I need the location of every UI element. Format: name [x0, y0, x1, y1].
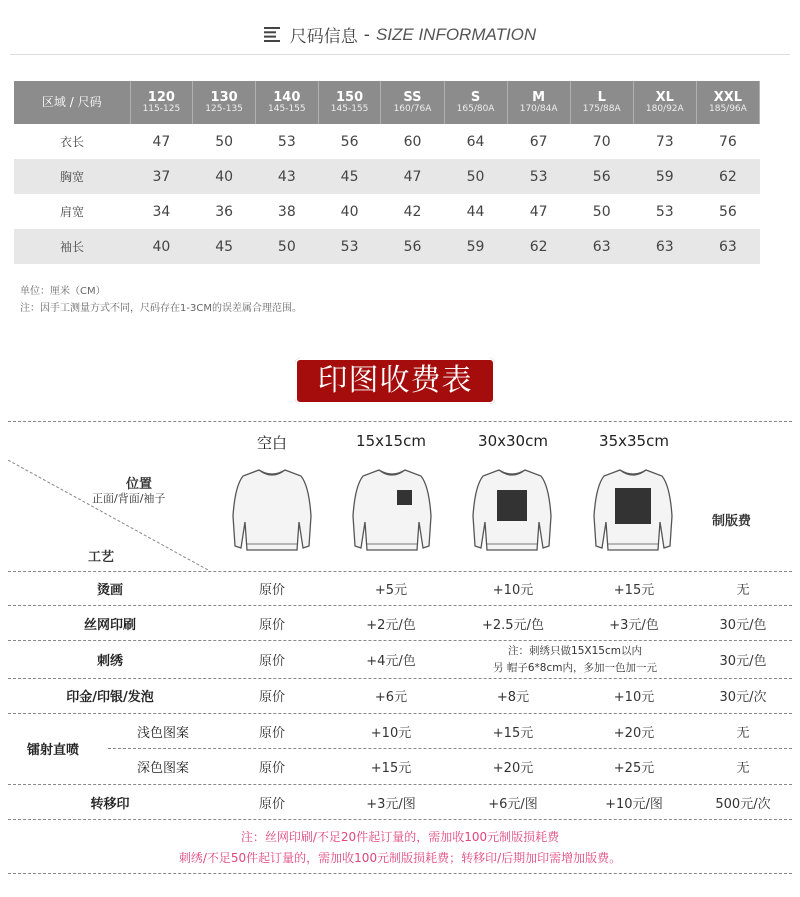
size-label: 150: [336, 89, 364, 105]
size-cell: 36: [193, 194, 256, 229]
cell-blank: 原价: [258, 726, 285, 741]
size-cell: 59: [633, 159, 696, 194]
size-range: 145-155: [330, 103, 369, 114]
cell-blank: 原价: [258, 761, 285, 776]
divider: [8, 571, 792, 572]
sweater-15-image: [351, 466, 433, 558]
cell-15: +6元: [374, 690, 408, 705]
cell-blank: 原价: [258, 583, 285, 598]
size-cell: 40: [193, 159, 256, 194]
size-cell: 50: [255, 229, 318, 264]
cell-35: +10元: [613, 690, 655, 705]
size-cell: 45: [193, 229, 256, 264]
plate-fee-header: 制版费: [712, 514, 752, 529]
size-cell: 73: [633, 124, 696, 159]
size-title-sep: -: [363, 24, 370, 45]
cell-35: +3元/色: [609, 618, 659, 633]
cell-blank: 原价: [258, 654, 285, 669]
size-col-7: [570, 81, 633, 124]
cell-30: +20元: [492, 761, 534, 776]
size-range: 125-135: [205, 103, 243, 114]
size-cell: 62: [507, 229, 570, 264]
size-cell: 56: [318, 124, 381, 159]
corner-label: 区域 / 尺码: [14, 81, 130, 124]
size-cell: 56: [570, 159, 633, 194]
size-cell: 42: [381, 194, 444, 229]
size-cell: 67: [507, 124, 570, 159]
size-col-1: [193, 81, 256, 124]
col-header-15: 15x15cm: [356, 432, 426, 450]
cell-30: +15元: [492, 726, 534, 741]
size-label: 130: [210, 89, 238, 105]
size-cell: 64: [444, 124, 507, 159]
cell-blank: 原价: [258, 618, 285, 633]
size-row-label: 袖长: [14, 229, 130, 264]
size-cell: 56: [381, 229, 444, 264]
size-cell: 47: [507, 194, 570, 229]
sweater-30-image: [471, 466, 553, 558]
size-col-2: [255, 81, 318, 124]
size-row: [14, 194, 760, 229]
size-range: 115-125: [142, 103, 181, 114]
size-row-label: 衣长: [14, 124, 130, 159]
title-divider: [10, 54, 790, 55]
footer-note-1: 注：丝网印刷/不足20件起订量的，需加收100元制版损耗费: [240, 830, 560, 844]
size-cell: 53: [255, 124, 318, 159]
size-cell: 76: [696, 124, 759, 159]
divider: [8, 605, 792, 606]
cell-plate: 500元/次: [715, 797, 771, 812]
cell-15: +4元/色: [366, 654, 416, 669]
size-row-label: 肩宽: [14, 194, 130, 229]
cell-15: +10元: [370, 726, 412, 741]
size-col-8: [633, 81, 696, 124]
size-label: L: [597, 89, 606, 105]
size-label: M: [532, 89, 546, 105]
size-range: 175/88A: [582, 103, 621, 114]
size-label: XXL: [713, 89, 743, 105]
size-col-5: [444, 81, 507, 124]
size-col-3: [318, 81, 381, 124]
size-table: [14, 81, 760, 264]
row-label: 烫画: [96, 583, 123, 598]
size-title: [0, 22, 800, 47]
cell-plate: 无: [736, 761, 750, 776]
sweater-35-image: [592, 466, 674, 558]
tolerance-note: 注：因手工测量方式不同，尺码存在1-3CM的误差属合理范围。: [20, 303, 302, 314]
size-col-6: [507, 81, 570, 124]
divider: [108, 748, 792, 749]
cell-35: +25元: [613, 761, 655, 776]
list-icon: [264, 27, 280, 42]
cell-30: +2.5元/色: [482, 618, 544, 633]
cell-35: +20元: [613, 726, 655, 741]
size-col-4: [381, 81, 444, 124]
size-range: 180/92A: [645, 103, 684, 114]
size-col-0: [130, 81, 193, 124]
size-cell: 60: [381, 124, 444, 159]
sweater-blank-image: [231, 466, 313, 558]
size-cell: 62: [696, 159, 759, 194]
size-cell: 45: [318, 159, 381, 194]
cell-blank: 原价: [258, 797, 285, 812]
cell-15: +3元/图: [366, 797, 416, 812]
cell-30: +10元: [492, 583, 534, 598]
size-range: 165/80A: [456, 103, 495, 114]
cell-plate: 无: [736, 726, 750, 741]
row-label: 刺绣: [96, 654, 123, 669]
size-label: SS: [403, 89, 422, 105]
size-cell: 47: [381, 159, 444, 194]
row-label: 转移印: [90, 797, 130, 812]
row-label: 浅色图案: [136, 726, 189, 741]
size-cell: 53: [318, 229, 381, 264]
cell-plate: 无: [736, 583, 750, 598]
size-cell: 63: [570, 229, 633, 264]
size-cell: 63: [696, 229, 759, 264]
divider: [8, 713, 792, 714]
cell-plate: 30元/色: [719, 618, 767, 633]
col-header-35: 35x35cm: [599, 432, 669, 450]
size-label: 120: [147, 89, 175, 105]
size-cell: 59: [444, 229, 507, 264]
size-row: [14, 124, 760, 159]
footer-note-2: 刺绣/不足50件起订量的，需加收100元制版损耗费；转移印/后期加印需增加版费。: [178, 851, 622, 865]
size-cell: 63: [633, 229, 696, 264]
size-cell: 53: [507, 159, 570, 194]
cell-30: +8元: [496, 690, 530, 705]
size-cell: 56: [696, 194, 759, 229]
price-title: 印图收费表: [295, 358, 495, 404]
size-cell: 44: [444, 194, 507, 229]
size-cell: 43: [255, 159, 318, 194]
size-header-row: [14, 81, 760, 124]
cell-30: +6元/图: [488, 797, 538, 812]
size-range: 185/96A: [709, 103, 747, 114]
unit-note: 单位：厘米（CM）: [20, 286, 106, 297]
size-row: [14, 159, 760, 194]
size-col-9: [696, 81, 759, 124]
size-row-label: 胸宽: [14, 159, 130, 194]
divider: [8, 640, 792, 641]
divider: [8, 873, 792, 874]
cell-15: +5元: [374, 583, 408, 598]
size-range: 145-155: [268, 103, 306, 114]
size-label: 140: [273, 89, 301, 105]
size-cell: 34: [130, 194, 193, 229]
size-notes: [20, 283, 302, 317]
cell-15: +2元/色: [366, 618, 416, 633]
divider: [8, 784, 792, 785]
diagonal-position-label: 位置: [126, 477, 153, 492]
size-label: XL: [655, 89, 674, 105]
size-cell: 50: [193, 124, 256, 159]
col-header-blank: 空白: [256, 434, 287, 452]
diagonal-craft-label: 工艺: [88, 550, 115, 565]
size-title-en: SIZE INFORMATION: [375, 24, 537, 44]
divider: [8, 819, 792, 820]
cell-blank: 原价: [258, 690, 285, 705]
size-cell: 47: [130, 124, 193, 159]
size-cell: 38: [255, 194, 318, 229]
divider: [8, 678, 792, 679]
size-label: S: [470, 89, 481, 105]
embroidery-note-line1: 注：刺绣只做15X15cm以内: [508, 645, 642, 657]
row-label: 丝网印刷: [83, 618, 136, 633]
cell-15: +15元: [370, 761, 412, 776]
size-cell: 53: [633, 194, 696, 229]
size-cell: 50: [444, 159, 507, 194]
size-cell: 40: [130, 229, 193, 264]
size-cell: 70: [570, 124, 633, 159]
embroidery-note-line2: 另 帽子6*8cm内，多加一色加一元: [493, 662, 657, 674]
divider: [8, 421, 792, 422]
row-label: 深色图案: [136, 761, 189, 776]
size-cell: 40: [318, 194, 381, 229]
size-cell: 37: [130, 159, 193, 194]
cell-plate: 30元/色: [719, 654, 767, 669]
size-title-cn: 尺码信息: [289, 27, 358, 47]
size-cell: 50: [570, 194, 633, 229]
size-row: [14, 229, 760, 264]
laser-label: 镭射直喷: [26, 743, 79, 758]
row-label: 印金/印银/发泡: [66, 690, 154, 705]
col-header-30: 30x30cm: [478, 432, 548, 450]
diagonal-position-sub: 正面/背面/袖子: [92, 492, 166, 505]
cell-35: +10元/图: [605, 797, 663, 812]
size-range: 160/76A: [393, 103, 432, 114]
cell-plate: 30元/次: [719, 690, 767, 705]
cell-35: +15元: [613, 583, 655, 598]
size-range: 170/84A: [519, 103, 558, 114]
